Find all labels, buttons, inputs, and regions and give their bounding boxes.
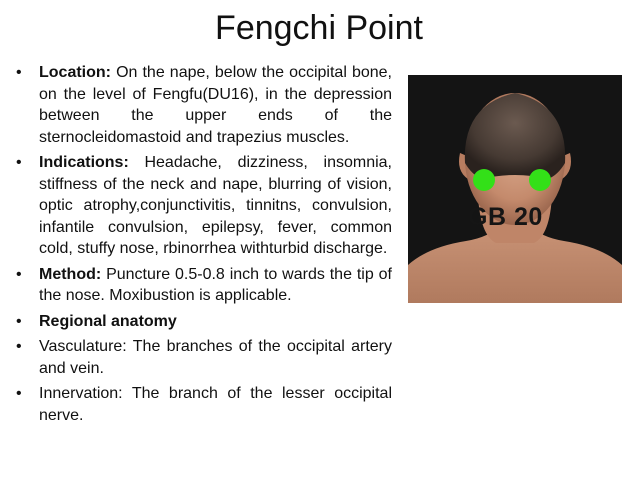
bullet-method (14, 264, 392, 307)
bullet-dot-icon: • (16, 338, 22, 355)
bullet-text: Vasculature: The branches of the occipital artery and vein. (39, 338, 392, 377)
bullet-text: Puncture 0.5-0.8 inch to wards the tip of the nose. Moxibustion is applicable. (39, 265, 392, 304)
bullet-dot-icon: • (16, 64, 22, 81)
acupoint-label: GB 20 (468, 203, 543, 231)
slide-title: Fengchi Point (215, 9, 423, 47)
head-illustration (408, 75, 622, 303)
left-acupoint-marker (473, 169, 495, 191)
bullet-list (14, 62, 392, 430)
bullet-dot-icon: • (16, 154, 22, 171)
bullet-term: Location: (39, 64, 111, 81)
bullet-vasculature (14, 336, 392, 379)
bullet-text: Headache, dizziness, insomnia, stiffness of the neck and nape, blurring of vision, optic atrophy,conjunctivitis, tinnitns, convulsion, infantile convulsion, epilepsy, fever, common cold, stuffy nose, rbinorrhea withturbid discharge. (39, 154, 392, 257)
bullet-term: Regional anatomy (39, 312, 177, 330)
bullet-dot-icon: • (16, 312, 22, 330)
bullet-term: Indications: (39, 154, 129, 171)
bullet-location (14, 62, 392, 148)
bullet-innervation (14, 383, 392, 426)
bullet-text: On the nape, below the occipital bone, on the level of Fengfu(DU16), in the depression between the upper ends of the sternocleidomastoid and trapezius muscles. (39, 64, 392, 146)
bullet-dot-icon: • (16, 385, 22, 402)
bullet-text: Innervation: The branch of the lesser occipital nerve. (39, 385, 392, 424)
bullet-regional-anatomy (14, 311, 392, 333)
bullet-dot-icon: • (16, 265, 22, 283)
bullet-term: Method: (39, 265, 102, 283)
bullet-indications (14, 152, 392, 260)
right-acupoint-marker (529, 169, 551, 191)
back-of-head-photo (408, 75, 622, 303)
